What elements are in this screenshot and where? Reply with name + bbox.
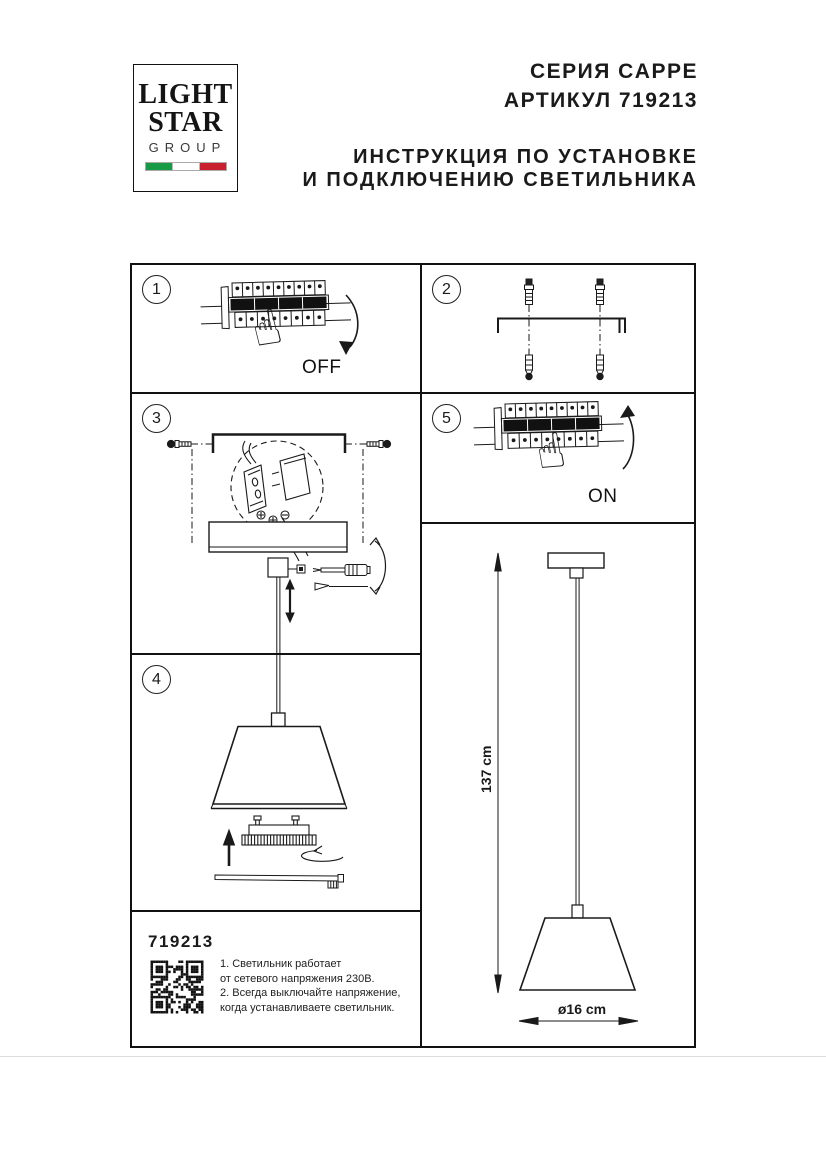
header-titles <box>290 57 698 192</box>
panel-footer <box>132 912 420 1046</box>
article-number: 719213 <box>148 932 214 951</box>
italian-flag-icon <box>145 162 227 171</box>
diameter-dimension-label: ø16 cm <box>557 1001 607 1017</box>
safety-notes <box>220 957 400 1015</box>
step-4-badge: 4 <box>142 665 171 694</box>
page-scan-edge <box>0 1056 826 1057</box>
pointing-hand-icon: ☝ <box>245 298 288 360</box>
pendant-dimension-drawing <box>422 524 694 1046</box>
instruction-title-line1: ИНСТРУКЦИЯ ПО УСТАНОВКЕ <box>353 146 698 168</box>
step-2-badge: 2 <box>432 275 461 304</box>
panel-step-1 <box>132 265 420 392</box>
flag-green <box>146 163 172 170</box>
qr-code-image <box>148 958 206 1016</box>
shade-assembly-illustration <box>132 655 420 910</box>
step-5-badge: 5 <box>432 404 461 433</box>
off-label: OFF <box>302 357 342 378</box>
mounting-hardware-illustration <box>422 265 694 392</box>
steps-grid <box>130 263 696 1048</box>
logo-word-light: LIGHT <box>138 79 233 110</box>
canopy-wiring-illustration <box>132 394 420 653</box>
note-line-1: 1. Светильник работает <box>220 958 342 970</box>
lightstar-logo <box>133 64 238 192</box>
note-line-3: 2. Всегда выключайте напряжение, <box>220 987 401 999</box>
note-line-2: от сетевого напряжения 230В. <box>220 972 375 985</box>
panel-step-3 <box>132 394 420 653</box>
qr-code <box>148 958 206 1016</box>
logo-word-group: GROUP <box>148 140 227 155</box>
logo-word-star: STAR <box>148 107 223 138</box>
article-title: АРТИКУЛ 719213 <box>503 89 698 112</box>
on-label: ON <box>588 486 618 507</box>
panel-step-2 <box>422 265 694 392</box>
panel-step-5 <box>422 394 694 522</box>
flag-white <box>172 163 200 170</box>
instruction-title-line2: И ПОДКЛЮЧЕНИЮ СВЕТИЛЬНИКА <box>302 169 698 191</box>
panel-dimensions <box>422 524 694 1046</box>
note-line-4: когда устанавливаете светильник. <box>220 1001 395 1014</box>
step-3-badge: 3 <box>142 404 171 433</box>
series-title: СЕРИЯ CAPPE <box>529 60 698 83</box>
pointing-hand-icon: ☝ <box>531 421 570 483</box>
panel-step-4 <box>132 655 420 910</box>
step-1-badge: 1 <box>142 275 171 304</box>
height-dimension-label: 137 cm <box>478 745 494 793</box>
flag-red <box>200 163 226 170</box>
